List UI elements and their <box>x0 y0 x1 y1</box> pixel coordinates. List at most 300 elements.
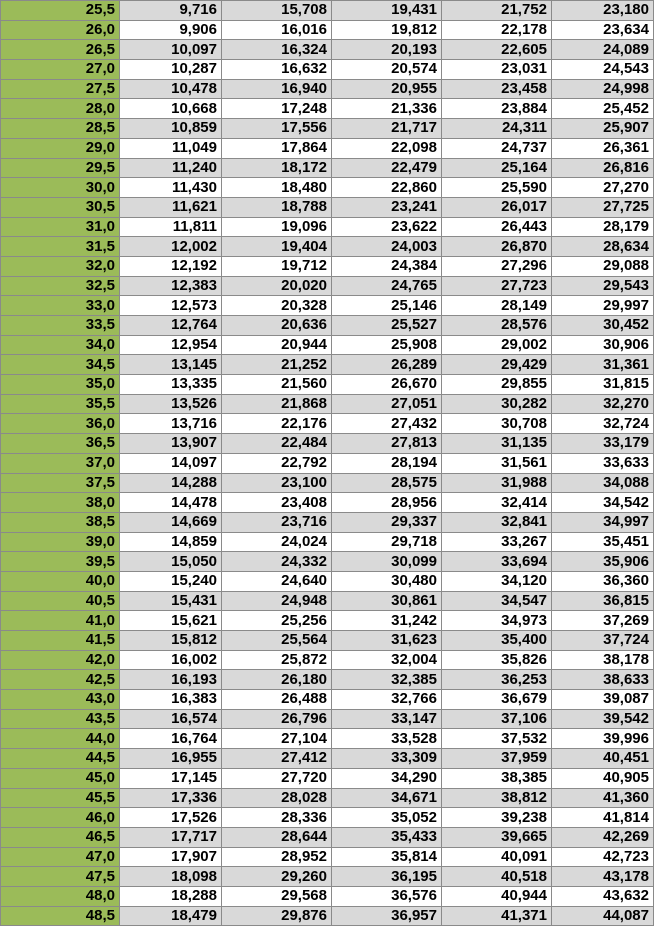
table-row <box>1 20 654 40</box>
value-cell-1: 15,240 <box>120 571 222 591</box>
table-row <box>1 434 654 454</box>
value-cell-5: 34,088 <box>552 473 654 493</box>
value-cell-3: 25,908 <box>332 335 442 355</box>
value-cell-4: 22,178 <box>442 20 552 40</box>
value-cell-5: 37,724 <box>552 631 654 651</box>
table-row <box>1 690 654 710</box>
key-cell: 39,5 <box>1 552 120 572</box>
value-cell-1: 14,288 <box>120 473 222 493</box>
key-cell: 37,5 <box>1 473 120 493</box>
value-cell-1: 12,002 <box>120 237 222 257</box>
value-cell-4: 25,590 <box>442 178 552 198</box>
value-cell-4: 36,679 <box>442 690 552 710</box>
value-cell-1: 11,430 <box>120 178 222 198</box>
value-cell-1: 12,573 <box>120 296 222 316</box>
value-cell-1: 17,526 <box>120 808 222 828</box>
key-cell: 40,5 <box>1 591 120 611</box>
value-cell-3: 33,528 <box>332 729 442 749</box>
value-cell-4: 38,385 <box>442 768 552 788</box>
value-cell-3: 26,670 <box>332 375 442 395</box>
value-cell-2: 28,028 <box>222 788 332 808</box>
value-cell-5: 38,633 <box>552 670 654 690</box>
table-row <box>1 119 654 139</box>
value-cell-4: 28,149 <box>442 296 552 316</box>
table-row <box>1 670 654 690</box>
table-row <box>1 60 654 80</box>
value-cell-5: 35,906 <box>552 552 654 572</box>
table-body <box>1 1 654 926</box>
value-cell-2: 29,260 <box>222 867 332 887</box>
key-cell: 37,0 <box>1 453 120 473</box>
value-cell-1: 13,716 <box>120 414 222 434</box>
value-cell-2: 21,868 <box>222 394 332 414</box>
value-cell-2: 20,020 <box>222 276 332 296</box>
value-cell-2: 18,172 <box>222 158 332 178</box>
value-cell-5: 39,542 <box>552 709 654 729</box>
value-cell-1: 15,621 <box>120 611 222 631</box>
value-cell-5: 40,905 <box>552 768 654 788</box>
value-cell-4: 34,120 <box>442 571 552 591</box>
value-cell-1: 11,240 <box>120 158 222 178</box>
value-cell-2: 27,720 <box>222 768 332 788</box>
key-cell: 29,0 <box>1 138 120 158</box>
value-cell-5: 33,179 <box>552 434 654 454</box>
value-cell-1: 16,193 <box>120 670 222 690</box>
key-cell: 33,5 <box>1 316 120 336</box>
value-cell-2: 20,328 <box>222 296 332 316</box>
key-cell: 31,0 <box>1 217 120 237</box>
value-cell-3: 27,432 <box>332 414 442 434</box>
value-cell-3: 25,146 <box>332 296 442 316</box>
key-cell: 35,5 <box>1 394 120 414</box>
value-cell-3: 35,433 <box>332 827 442 847</box>
value-cell-5: 29,088 <box>552 256 654 276</box>
key-cell: 43,5 <box>1 709 120 729</box>
value-cell-5: 39,087 <box>552 690 654 710</box>
value-cell-3: 34,290 <box>332 768 442 788</box>
value-cell-4: 26,443 <box>442 217 552 237</box>
value-cell-5: 39,996 <box>552 729 654 749</box>
value-cell-2: 28,952 <box>222 847 332 867</box>
value-cell-5: 27,725 <box>552 197 654 217</box>
value-cell-1: 17,336 <box>120 788 222 808</box>
value-cell-4: 37,532 <box>442 729 552 749</box>
value-cell-2: 25,872 <box>222 650 332 670</box>
value-cell-1: 16,002 <box>120 650 222 670</box>
value-cell-4: 29,429 <box>442 355 552 375</box>
key-cell: 28,0 <box>1 99 120 119</box>
value-cell-1: 17,717 <box>120 827 222 847</box>
value-cell-4: 30,282 <box>442 394 552 414</box>
value-cell-3: 20,193 <box>332 40 442 60</box>
value-cell-4: 38,812 <box>442 788 552 808</box>
value-cell-4: 23,031 <box>442 60 552 80</box>
value-cell-2: 16,324 <box>222 40 332 60</box>
value-cell-2: 21,560 <box>222 375 332 395</box>
value-cell-1: 10,287 <box>120 60 222 80</box>
value-cell-2: 22,176 <box>222 414 332 434</box>
value-cell-2: 17,556 <box>222 119 332 139</box>
value-cell-2: 17,864 <box>222 138 332 158</box>
value-cell-2: 18,788 <box>222 197 332 217</box>
value-cell-2: 15,708 <box>222 1 332 21</box>
value-cell-1: 11,049 <box>120 138 222 158</box>
value-cell-1: 14,859 <box>120 532 222 552</box>
value-cell-1: 10,097 <box>120 40 222 60</box>
value-cell-2: 20,944 <box>222 335 332 355</box>
value-cell-5: 43,178 <box>552 867 654 887</box>
value-cell-1: 18,479 <box>120 906 222 926</box>
value-cell-3: 30,099 <box>332 552 442 572</box>
value-cell-2: 28,644 <box>222 827 332 847</box>
value-cell-2: 24,948 <box>222 591 332 611</box>
value-cell-1: 13,335 <box>120 375 222 395</box>
value-cell-1: 12,192 <box>120 256 222 276</box>
table-row <box>1 414 654 434</box>
table-row <box>1 276 654 296</box>
value-cell-1: 9,716 <box>120 1 222 21</box>
key-cell: 40,0 <box>1 571 120 591</box>
value-cell-4: 27,723 <box>442 276 552 296</box>
value-cell-2: 16,632 <box>222 60 332 80</box>
table-row <box>1 473 654 493</box>
value-cell-5: 32,270 <box>552 394 654 414</box>
value-cell-1: 12,954 <box>120 335 222 355</box>
value-cell-5: 35,451 <box>552 532 654 552</box>
table-row <box>1 394 654 414</box>
value-cell-3: 21,717 <box>332 119 442 139</box>
value-cell-2: 23,100 <box>222 473 332 493</box>
value-cell-4: 37,959 <box>442 749 552 769</box>
table-row <box>1 611 654 631</box>
key-cell: 41,5 <box>1 631 120 651</box>
value-cell-5: 24,543 <box>552 60 654 80</box>
value-cell-4: 22,605 <box>442 40 552 60</box>
key-cell: 42,5 <box>1 670 120 690</box>
value-cell-3: 24,003 <box>332 237 442 257</box>
table-row <box>1 906 654 926</box>
value-cell-4: 28,576 <box>442 316 552 336</box>
key-cell: 32,0 <box>1 256 120 276</box>
value-cell-4: 29,002 <box>442 335 552 355</box>
value-cell-4: 41,371 <box>442 906 552 926</box>
value-cell-3: 30,861 <box>332 591 442 611</box>
key-cell: 47,0 <box>1 847 120 867</box>
value-cell-4: 26,870 <box>442 237 552 257</box>
table-row <box>1 217 654 237</box>
table-row <box>1 709 654 729</box>
value-cell-5: 42,269 <box>552 827 654 847</box>
key-cell: 45,0 <box>1 768 120 788</box>
value-cell-4: 29,855 <box>442 375 552 395</box>
value-cell-1: 17,145 <box>120 768 222 788</box>
table-row <box>1 591 654 611</box>
value-cell-3: 29,337 <box>332 512 442 532</box>
value-cell-5: 30,906 <box>552 335 654 355</box>
value-cell-5: 27,270 <box>552 178 654 198</box>
value-cell-5: 34,997 <box>552 512 654 532</box>
value-cell-5: 36,815 <box>552 591 654 611</box>
key-cell: 34,5 <box>1 355 120 375</box>
value-cell-4: 36,253 <box>442 670 552 690</box>
table-row <box>1 355 654 375</box>
value-cell-2: 16,016 <box>222 20 332 40</box>
value-cell-5: 24,089 <box>552 40 654 60</box>
value-cell-3: 32,004 <box>332 650 442 670</box>
value-cell-1: 15,812 <box>120 631 222 651</box>
value-cell-4: 31,561 <box>442 453 552 473</box>
value-cell-4: 40,091 <box>442 847 552 867</box>
value-cell-4: 31,988 <box>442 473 552 493</box>
value-cell-4: 31,135 <box>442 434 552 454</box>
value-cell-3: 28,575 <box>332 473 442 493</box>
value-cell-1: 11,621 <box>120 197 222 217</box>
value-cell-5: 23,180 <box>552 1 654 21</box>
value-cell-4: 33,694 <box>442 552 552 572</box>
value-cell-1: 9,906 <box>120 20 222 40</box>
value-cell-2: 27,104 <box>222 729 332 749</box>
value-cell-1: 18,098 <box>120 867 222 887</box>
value-cell-3: 19,812 <box>332 20 442 40</box>
value-cell-2: 27,412 <box>222 749 332 769</box>
value-cell-1: 12,383 <box>120 276 222 296</box>
value-cell-5: 29,543 <box>552 276 654 296</box>
value-cell-5: 31,815 <box>552 375 654 395</box>
value-cell-5: 36,360 <box>552 571 654 591</box>
key-cell: 31,5 <box>1 237 120 257</box>
value-cell-5: 43,632 <box>552 886 654 906</box>
value-cell-1: 10,478 <box>120 79 222 99</box>
table-row <box>1 749 654 769</box>
table-row <box>1 847 654 867</box>
value-cell-5: 37,269 <box>552 611 654 631</box>
value-cell-4: 35,400 <box>442 631 552 651</box>
table-row <box>1 768 654 788</box>
key-cell: 38,5 <box>1 512 120 532</box>
key-cell: 46,0 <box>1 808 120 828</box>
value-cell-1: 18,288 <box>120 886 222 906</box>
value-cell-3: 35,814 <box>332 847 442 867</box>
value-cell-5: 33,633 <box>552 453 654 473</box>
value-cell-1: 14,097 <box>120 453 222 473</box>
value-cell-2: 26,796 <box>222 709 332 729</box>
table-row <box>1 493 654 513</box>
key-cell: 28,5 <box>1 119 120 139</box>
key-cell: 35,0 <box>1 375 120 395</box>
table-row <box>1 453 654 473</box>
value-cell-4: 35,826 <box>442 650 552 670</box>
value-cell-3: 31,623 <box>332 631 442 651</box>
value-cell-5: 28,634 <box>552 237 654 257</box>
value-cell-2: 19,712 <box>222 256 332 276</box>
value-cell-3: 32,385 <box>332 670 442 690</box>
value-cell-4: 34,547 <box>442 591 552 611</box>
value-cell-5: 40,451 <box>552 749 654 769</box>
value-cell-2: 17,248 <box>222 99 332 119</box>
table-row <box>1 40 654 60</box>
key-cell: 44,5 <box>1 749 120 769</box>
value-cell-2: 29,568 <box>222 886 332 906</box>
value-cell-1: 16,955 <box>120 749 222 769</box>
value-cell-3: 19,431 <box>332 1 442 21</box>
key-cell: 48,0 <box>1 886 120 906</box>
key-cell: 36,5 <box>1 434 120 454</box>
value-cell-5: 42,723 <box>552 847 654 867</box>
value-cell-4: 25,164 <box>442 158 552 178</box>
value-cell-3: 22,479 <box>332 158 442 178</box>
key-cell: 42,0 <box>1 650 120 670</box>
table-row <box>1 512 654 532</box>
value-cell-1: 17,907 <box>120 847 222 867</box>
value-cell-2: 25,564 <box>222 631 332 651</box>
value-cell-2: 20,636 <box>222 316 332 336</box>
value-cell-3: 27,051 <box>332 394 442 414</box>
value-cell-2: 21,252 <box>222 355 332 375</box>
value-cell-5: 23,634 <box>552 20 654 40</box>
key-cell: 27,5 <box>1 79 120 99</box>
value-cell-1: 16,764 <box>120 729 222 749</box>
value-cell-3: 35,052 <box>332 808 442 828</box>
key-cell: 47,5 <box>1 867 120 887</box>
value-cell-1: 14,478 <box>120 493 222 513</box>
table-row <box>1 79 654 99</box>
value-cell-3: 29,718 <box>332 532 442 552</box>
value-cell-1: 12,764 <box>120 316 222 336</box>
value-cell-2: 19,404 <box>222 237 332 257</box>
value-cell-2: 26,488 <box>222 690 332 710</box>
table-row <box>1 827 654 847</box>
value-cell-5: 44,087 <box>552 906 654 926</box>
value-cell-4: 30,708 <box>442 414 552 434</box>
key-cell: 26,0 <box>1 20 120 40</box>
value-cell-5: 34,542 <box>552 493 654 513</box>
table-row <box>1 99 654 119</box>
table-row <box>1 197 654 217</box>
value-cell-5: 26,816 <box>552 158 654 178</box>
value-cell-5: 41,814 <box>552 808 654 828</box>
value-cell-4: 40,518 <box>442 867 552 887</box>
value-cell-3: 36,576 <box>332 886 442 906</box>
value-cell-1: 14,669 <box>120 512 222 532</box>
value-cell-3: 24,765 <box>332 276 442 296</box>
value-cell-1: 11,811 <box>120 217 222 237</box>
key-cell: 29,5 <box>1 158 120 178</box>
table-row <box>1 729 654 749</box>
table-row <box>1 631 654 651</box>
key-cell: 36,0 <box>1 414 120 434</box>
value-cell-2: 23,716 <box>222 512 332 532</box>
value-cell-1: 13,907 <box>120 434 222 454</box>
key-cell: 33,0 <box>1 296 120 316</box>
value-cell-1: 13,145 <box>120 355 222 375</box>
value-cell-1: 16,383 <box>120 690 222 710</box>
value-cell-4: 23,458 <box>442 79 552 99</box>
value-cell-3: 20,574 <box>332 60 442 80</box>
table-row <box>1 296 654 316</box>
value-cell-2: 18,480 <box>222 178 332 198</box>
value-cell-5: 28,179 <box>552 217 654 237</box>
value-cell-5: 25,452 <box>552 99 654 119</box>
value-cell-3: 20,955 <box>332 79 442 99</box>
table-row <box>1 1 654 21</box>
value-cell-3: 36,195 <box>332 867 442 887</box>
value-cell-2: 28,336 <box>222 808 332 828</box>
value-cell-3: 27,813 <box>332 434 442 454</box>
value-cell-4: 39,238 <box>442 808 552 828</box>
key-cell: 26,5 <box>1 40 120 60</box>
value-cell-4: 26,017 <box>442 197 552 217</box>
key-cell: 34,0 <box>1 335 120 355</box>
table-row <box>1 808 654 828</box>
key-cell: 32,5 <box>1 276 120 296</box>
value-cell-4: 33,267 <box>442 532 552 552</box>
value-cell-3: 34,671 <box>332 788 442 808</box>
value-cell-4: 24,311 <box>442 119 552 139</box>
value-cell-4: 39,665 <box>442 827 552 847</box>
table-row <box>1 552 654 572</box>
table-row <box>1 867 654 887</box>
key-cell: 30,0 <box>1 178 120 198</box>
value-cell-2: 22,484 <box>222 434 332 454</box>
value-cell-3: 31,242 <box>332 611 442 631</box>
value-cell-2: 22,792 <box>222 453 332 473</box>
value-cell-3: 30,480 <box>332 571 442 591</box>
value-cell-5: 32,724 <box>552 414 654 434</box>
table-row <box>1 158 654 178</box>
table-row <box>1 650 654 670</box>
key-cell: 43,0 <box>1 690 120 710</box>
value-cell-2: 25,256 <box>222 611 332 631</box>
key-cell: 30,5 <box>1 197 120 217</box>
value-cell-1: 10,859 <box>120 119 222 139</box>
value-cell-2: 24,024 <box>222 532 332 552</box>
value-cell-5: 29,997 <box>552 296 654 316</box>
value-cell-4: 27,296 <box>442 256 552 276</box>
value-cell-1: 13,526 <box>120 394 222 414</box>
value-cell-5: 30,452 <box>552 316 654 336</box>
value-cell-3: 26,289 <box>332 355 442 375</box>
key-cell: 48,5 <box>1 906 120 926</box>
value-cell-3: 24,384 <box>332 256 442 276</box>
value-cell-3: 22,098 <box>332 138 442 158</box>
value-cell-5: 24,998 <box>552 79 654 99</box>
value-cell-4: 32,841 <box>442 512 552 532</box>
value-cell-3: 33,309 <box>332 749 442 769</box>
value-cell-3: 36,957 <box>332 906 442 926</box>
value-cell-2: 23,408 <box>222 493 332 513</box>
table-row <box>1 178 654 198</box>
value-cell-2: 16,940 <box>222 79 332 99</box>
value-cell-4: 37,106 <box>442 709 552 729</box>
value-cell-3: 21,336 <box>332 99 442 119</box>
value-cell-3: 23,241 <box>332 197 442 217</box>
value-cell-5: 26,361 <box>552 138 654 158</box>
table-row <box>1 886 654 906</box>
value-cell-4: 23,884 <box>442 99 552 119</box>
value-cell-2: 24,640 <box>222 571 332 591</box>
value-cell-1: 10,668 <box>120 99 222 119</box>
value-cell-4: 24,737 <box>442 138 552 158</box>
table-row <box>1 788 654 808</box>
table-row <box>1 138 654 158</box>
table-row <box>1 375 654 395</box>
table-row <box>1 532 654 552</box>
value-cell-1: 16,574 <box>120 709 222 729</box>
value-cell-2: 19,096 <box>222 217 332 237</box>
value-cell-3: 28,194 <box>332 453 442 473</box>
value-cell-3: 22,860 <box>332 178 442 198</box>
value-cell-4: 32,414 <box>442 493 552 513</box>
